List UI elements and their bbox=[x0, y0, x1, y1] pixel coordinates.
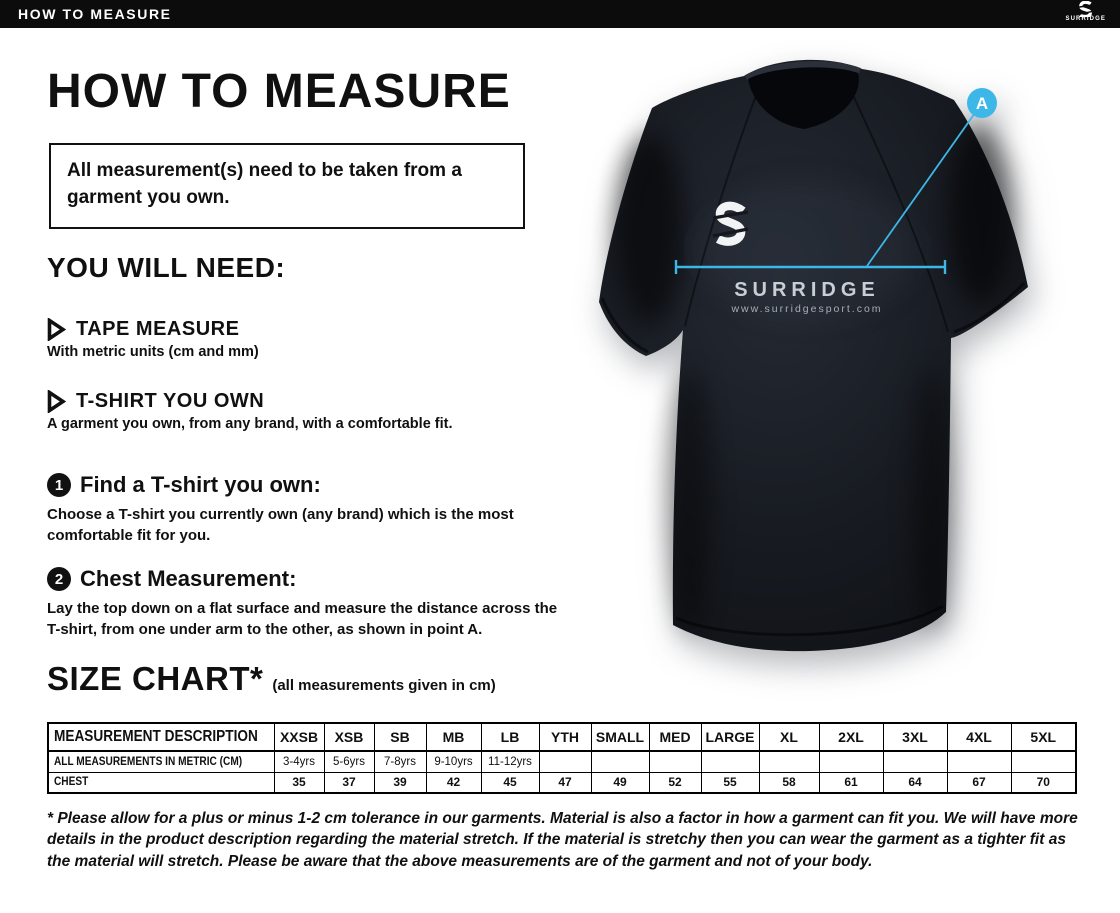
size-value-cell bbox=[947, 751, 1011, 772]
header-measurement-description: MEASUREMENT DESCRIPTION bbox=[48, 723, 274, 751]
play-triangle-icon bbox=[47, 390, 66, 413]
header-size-sb: SB bbox=[374, 723, 426, 751]
step-1-badge: 1 bbox=[47, 473, 71, 497]
need-item-description: A garment you own, from any brand, with a comfortable fit. bbox=[47, 416, 453, 432]
surridge-s-icon bbox=[1078, 1, 1094, 17]
surridge-logo-word: SURRIDGE bbox=[1065, 16, 1106, 22]
step-1 bbox=[47, 472, 572, 546]
size-value-cell: 9-10yrs bbox=[426, 751, 481, 772]
size-value-cell: 70 bbox=[1011, 772, 1076, 793]
size-value-cell: 39 bbox=[374, 772, 426, 793]
size-value-cell: 35 bbox=[274, 772, 324, 793]
header-size-large: LARGE bbox=[701, 723, 759, 751]
need-item-description: With metric units (cm and mm) bbox=[47, 344, 259, 360]
size-value-cell: 55 bbox=[701, 772, 759, 793]
header-size-med: MED bbox=[649, 723, 701, 751]
size-chart-header-row bbox=[48, 723, 1076, 751]
header-size-5xl: 5XL bbox=[1011, 723, 1076, 751]
header-size-mb: MB bbox=[426, 723, 481, 751]
row-label: ALL MEASUREMENTS IN METRIC (CM) bbox=[48, 751, 274, 772]
need-item-title: TAPE MEASURE bbox=[76, 318, 240, 340]
row-label: CHEST bbox=[48, 772, 274, 793]
size-value-cell bbox=[1011, 751, 1076, 772]
need-item-tshirt bbox=[47, 390, 453, 432]
size-value-cell: 61 bbox=[819, 772, 883, 793]
header-size-4xl: 4XL bbox=[947, 723, 1011, 751]
measurement-note-box: All measurement(s) need to be taken from a garment you own. bbox=[49, 143, 525, 229]
size-value-cell: 64 bbox=[883, 772, 947, 793]
step-2-badge: 2 bbox=[47, 567, 71, 591]
row-chest bbox=[48, 772, 1076, 793]
size-value-cell: 5-6yrs bbox=[324, 751, 374, 772]
header-size-yth: YTH bbox=[539, 723, 591, 751]
size-value-cell: 58 bbox=[759, 772, 819, 793]
tshirt-graphic bbox=[580, 40, 1120, 660]
size-value-cell bbox=[649, 751, 701, 772]
size-value-cell: 7-8yrs bbox=[374, 751, 426, 772]
need-item-tape-measure bbox=[47, 318, 259, 360]
size-value-cell bbox=[883, 751, 947, 772]
size-chart-subheading: (all measurements given in cm) bbox=[272, 677, 496, 694]
step-1-title: Find a T-shirt you own: bbox=[80, 472, 321, 497]
header-size-xl: XL bbox=[759, 723, 819, 751]
surridge-logo bbox=[1066, 1, 1106, 22]
size-value-cell: 47 bbox=[539, 772, 591, 793]
size-value-cell: 45 bbox=[481, 772, 539, 793]
header-size-3xl: 3XL bbox=[883, 723, 947, 751]
tshirt-measurement-diagram bbox=[580, 40, 1120, 660]
size-value-cell bbox=[759, 751, 819, 772]
size-value-cell bbox=[819, 751, 883, 772]
size-value-cell: 37 bbox=[324, 772, 374, 793]
size-value-cell bbox=[591, 751, 649, 772]
header-size-lb: LB bbox=[481, 723, 539, 751]
size-value-cell bbox=[539, 751, 591, 772]
page-title: HOW TO MEASURE bbox=[47, 65, 511, 118]
size-value-cell: 49 bbox=[591, 772, 649, 793]
header-size-2xl: 2XL bbox=[819, 723, 883, 751]
you-will-need-heading: YOU WILL NEED: bbox=[47, 252, 286, 283]
size-value-cell bbox=[701, 751, 759, 772]
size-chart-heading-row bbox=[47, 660, 496, 698]
step-2-description: Lay the top down on a flat surface and measure the distance across the T-shirt, from one under arm to the other, as shown in point A. bbox=[47, 600, 558, 638]
size-value-cell: 3-4yrs bbox=[274, 751, 324, 772]
header-size-small: SMALL bbox=[591, 723, 649, 751]
header-size-xxsb: XXSB bbox=[274, 723, 324, 751]
need-item-title: T-SHIRT YOU OWN bbox=[76, 390, 265, 412]
size-value-cell: 67 bbox=[947, 772, 1011, 793]
shirt-brand-text: SURRIDGE bbox=[734, 279, 880, 301]
step-1-description: Choose a T-shirt you currently own (any brand) which is the most comfortable fit for you. bbox=[47, 506, 514, 544]
tolerance-disclaimer: * Please allow for a plus or minus 1-2 cm tolerance in our garments. Material is also a factor in how a garment can fit you. We will have more details in the product description regarding the material stretch. If the material is stretchy then you can wear the garment as a tighter fit as the material will stretch. Please be aware that the above measurements are of the garment and not of your body. bbox=[47, 810, 1078, 870]
size-value-cell: 11-12yrs bbox=[481, 751, 539, 772]
step-2 bbox=[47, 566, 572, 640]
shirt-url-text: www.surridgesport.com bbox=[731, 303, 883, 315]
top-bar-title: HOW TO MEASURE bbox=[18, 6, 172, 22]
header-size-xsb: XSB bbox=[324, 723, 374, 751]
row-age-ranges bbox=[48, 751, 1076, 772]
marker-a-label: A bbox=[975, 94, 989, 113]
step-2-title: Chest Measurement: bbox=[80, 566, 297, 591]
size-value-cell: 42 bbox=[426, 772, 481, 793]
tshirt-body bbox=[599, 60, 1028, 651]
top-title-bar bbox=[0, 0, 1120, 28]
size-chart-table bbox=[47, 722, 1077, 794]
size-chart-heading: SIZE CHART* bbox=[47, 660, 264, 697]
play-triangle-icon bbox=[47, 318, 66, 341]
size-value-cell: 52 bbox=[649, 772, 701, 793]
